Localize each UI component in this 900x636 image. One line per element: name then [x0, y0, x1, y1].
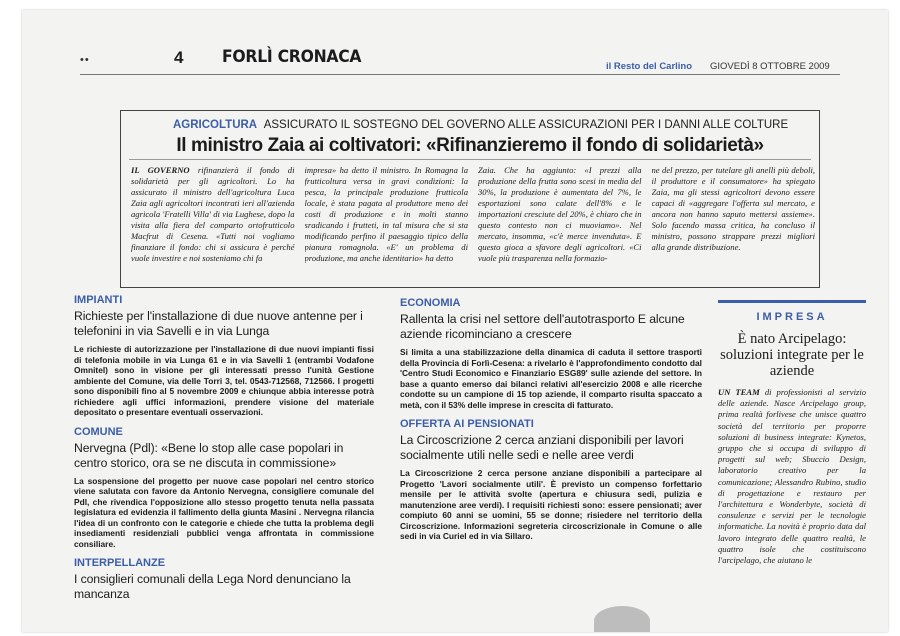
issue-date: GIOVEDÌ 8 OTTOBRE 2009	[710, 61, 830, 72]
top-article-category: AGRICOLTURA	[173, 119, 258, 131]
top-article-column-1	[131, 165, 295, 283]
top-article-column-3: Zaia. Che ha aggiunto: «I prezzi alla produzione della frutta sono scesi in media del 30%, la produzione è aumentata del 7%, le esportazioni sono calate dell'8% e le importazioni cresciute del 20%, è chiaro che in questo contesto non ci muoviamo». Nel mercato, insomma, «c'è merce invenduta». E questo gioca a sfavore degli agricoltori. «Ci vuole più trasparenza nella formazio-	[478, 165, 642, 263]
left-column	[74, 294, 374, 632]
impianti-body: Le richieste di autorizzazione per l'installazione di due nuovi impianti fissi di telefonia mobile in via Lunga 61 e in via Savelli 1 (entrambi Vodafone Omnitel) sono in visione per gli interessati presso l'unità Gestione ambiente del Comune, via delle Torri 3, tel. 0543-712568, 712566. I progetti sono disponibili fino al 5 novembre 2009 e chiunque abbia interesse potrà richiedere agli uffici informazioni, prendere visione del materiale depositato o presentare eventuali osservazioni.	[74, 344, 374, 417]
top-article-headline: Il ministro Zaia ai coltivatori: «Rifinanzieremo il fondo di solidarietà»	[176, 135, 764, 156]
interpellanze-tag: INTERPELLANZE	[74, 557, 166, 569]
top-article-divider	[129, 159, 811, 160]
economia-tag: ECONOMIA	[400, 297, 461, 309]
impresa-body	[718, 387, 866, 566]
comune-tag: COMUNE	[74, 425, 123, 438]
newspaper-page	[22, 10, 888, 632]
top-article-kicker	[173, 119, 788, 131]
impresa-title: È nato Arcipelago: soluzioni integrate per le aziende	[720, 331, 864, 379]
right-column	[718, 300, 866, 632]
section-title: FORLÌ CRONACA	[222, 47, 362, 67]
impresa-lead-in: UN TEAM	[718, 387, 760, 397]
impresa-tag: IMPRESA	[718, 300, 866, 323]
top-article-column-2: impresa» ha detto il ministro. In Romagna la frutticoltura versa in gravi condizioni: la pesca, la principale produzione frutticola locale, è stata pagata al produttore meno dei costi di produzione e in molti stanno sradicando i frutteti, in tal misura che si sta modificando perfino il paesaggio tipico della pianura romagnola. «E' un problema di produzione, ma anche identitario» ha detto	[304, 165, 468, 263]
header-divider	[80, 74, 840, 75]
page-dots: ••	[80, 54, 90, 66]
top-article-kicker-text: ASSICURATO IL SOSTEGNO DEL GOVERNO ALLE ASSICURAZIONI PER I DANNI ALLE COLTURE	[263, 119, 789, 131]
top-article-lead-in: IL GOVERNO	[131, 165, 190, 175]
portrait-photo	[594, 606, 650, 632]
middle-column	[400, 297, 702, 632]
impianti-title: Richieste per l'installazione di due nuove antenne per i telefonini in via Savelli e in via Lunga	[74, 309, 363, 338]
economia-title: Rallenta la crisi nel settore dell'autotrasporto E alcune aziende ricominciano a crescere	[400, 312, 685, 341]
offerta-tag: OFFERTA AI PENSIONATI	[400, 418, 534, 430]
top-article-column-4: ne del prezzo, per tutelare gli anelli più deboli, il produttore e il consumatore» ha spiegato Zaia, ma gli stessi agricoltori devono essere capaci di «aggregare l'offerta sul mercato, e ancora non hanno saputo mettersi assieme». Solo facendo massa critica, ha concluso il ministro, possono strappare prezzi migliori alla grande distribuzione.	[651, 165, 815, 252]
comune-title: Nervegna (Pdl): «Bene lo stop alle case popolari in centro storico, ora se ne discuta in commissione»	[74, 440, 344, 470]
impresa-body-text: di professionisti al servizio delle aziende. Nasce Arcipelago group, prima realtà forlivese che unisce quattro società del territorio per proporre soluzioni di business integrate: Kynetos, gruppo che si occupa di sviluppo di progetti sul web; Sbuccio Design, laboratorio creativo per la comunicazione; Alessandro Rubino, studio di progettazione e restauro per l'architettura e Wonderbyte, società di consulenze e servizi per le tecnologie informatiche. La novità è proprio data dal lavoro integrato delle quattro realtà, le quattro isole che costituiscono l'arcipelago, che aiutano le	[718, 387, 866, 566]
top-article-column-1-text: rifinanzierà il fondo di solidarietà per gli agricoltori. Lo ha assicurato il ministro dell'agricoltura Luca Zaia agli agricoltori incontrati ieri all'azienda agricola 'Fratelli Villa' di via Lughese, dopo la visita alla fiera del comparto ortofrutticolo Macfrut di Cesena. «Tutti noi vogliamo finanziare il fondo: chi si assicura è perché vuole investire e noi sosteniamo chi fa	[131, 165, 295, 263]
top-article-columns	[131, 165, 815, 283]
interpellanze-title: I consiglieri comunali della Lega Nord denunciano la mancanza	[74, 572, 351, 601]
newspaper-name: il Resto del Carlino	[606, 61, 693, 72]
offerta-title: La Circoscrizione 2 cerca anziani disponibili per lavori socialmente utili nelle sedi e nelle aree verdi	[400, 433, 684, 462]
comune-body: La sospensione del progetto per nuove case popolari nel centro storico viene salutata con favore da Antonio Nervegna, consigliere comunale del Pdl, che rivendica l'opposizione allo stesso progetto tenuta nella passata legislatura ed evidenzia il fallimento della giunta Masini . Nervegna rilancia l'idea di un confronto con le categorie e chiede che tutta la problema degli insediamenti residenziali pubblici venga affrontata in commissione consiliare.	[74, 475, 374, 549]
offerta-body: La Circoscrizione 2 cerca persone anziane disponibili a partecipare al Progetto 'Lavori socialmente utili'. È previsto un compenso forfettario mensile per le attività svolte (apertura e chiusura sedi, pulizia e manutenzione aree verdi). I requisiti richiesti sono: essere pensionati; aver compiuto 60 anni se uomini, 55 se donne; risiedere nel territorio della Circoscrizione. Informazioni segreteria circoscrizionale in Comune o alle sedi in via Curiel ed in via Sillaro.	[400, 468, 702, 541]
impianti-tag: IMPIANTI	[74, 294, 123, 306]
page-number: 4	[174, 48, 184, 67]
top-article-box	[120, 110, 820, 288]
economia-body: Si limita a una stabilizzazione della dinamica di caduta il settore trasporti della Provincia di Forlì-Cesena: a rivelarlo è l'approfondimento condotto dal 'Centro Studi Economico e Finanziario ESG89' sulle aziende del settore. In base a quanto emerso dai bilanci relativi all'esercizio 2008 e alle ricerche condotte su un campione di 15 top aziende, il comparto risulta spaccato a metà, con il 53% delle imprese in crescita di fatturato.	[400, 347, 702, 410]
